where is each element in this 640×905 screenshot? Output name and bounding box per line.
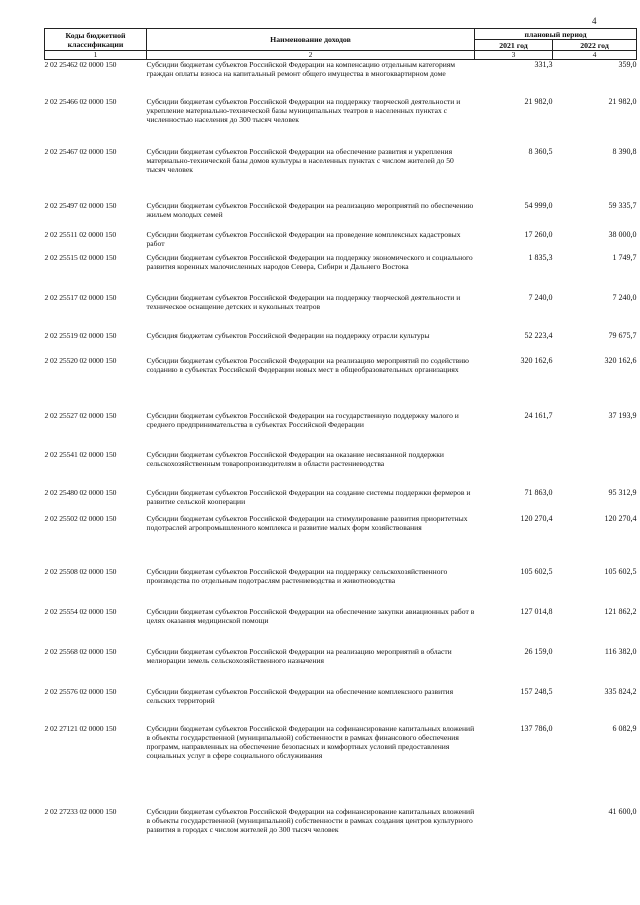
row-code: 2 02 27233 02 0000 150 <box>44 806 117 816</box>
table-row <box>45 356 637 411</box>
row-value-2021: 105 602,5 <box>520 566 553 576</box>
row-code: 2 02 25462 02 0000 150 <box>44 60 117 69</box>
row-value-2021: 8 360,5 <box>528 146 553 156</box>
row-value-2021: 137 786,0 <box>520 723 553 733</box>
row-value-2021: 54 999,0 <box>524 200 553 210</box>
row-name: Субсидия бюджетам субъектов Российской Федерации на поддержку отрасли культуры <box>146 330 430 340</box>
colnum-2: 2 <box>147 51 475 60</box>
row-code: 2 02 25554 02 0000 150 <box>44 606 117 616</box>
table-row <box>45 60 637 97</box>
row-value-2022: 105 602,5 <box>604 566 637 576</box>
row-value-2022: 79 675,7 <box>608 330 637 340</box>
row-value-2022: 116 382,0 <box>604 646 637 656</box>
row-value-2021: 17 260,0 <box>524 229 553 239</box>
row-name: Субсидии бюджетам субъектов Российской Федерации на обеспечение развития и укрепления материально-технической базы домов культуры в населенных пунктах с числом жителей до 50 тысяч человек <box>146 146 454 175</box>
table-row <box>45 230 637 253</box>
row-value-2022 <box>553 450 637 488</box>
header-name: Наименование доходов <box>147 29 475 51</box>
table-row <box>45 253 637 293</box>
row-name: Субсидии бюджетам субъектов Российской Федерации на софинансирование капитальных вложений в объекты государственной (муниципальной) собственности в рамках создания центров культурного развития в городах с числом жителей до 300 тысяч человек <box>146 806 475 835</box>
row-value-2021: 71 863,0 <box>524 487 553 497</box>
row-value-2022: 41 600,0 <box>608 806 637 816</box>
row-name: Субсидии бюджетам субъектов Российской Федерации на поддержку сельскохозяйственного производства по отдельным подотраслям растениеводства и животноводства <box>146 566 448 585</box>
row-value-2021: 127 014,8 <box>520 606 553 616</box>
row-value-2022: 7 240,0 <box>612 292 637 302</box>
row-name: Субсидии бюджетам субъектов Российской Федерации на создание системы поддержки фермеров и развитие сельской кооперации <box>146 487 471 506</box>
row-name: Субсидии бюджетам субъектов Российской Федерации на обеспечение закупки авиационных работ в целях оказания медицинской помощи <box>146 606 475 625</box>
table-row <box>45 97 637 147</box>
row-code: 2 02 25520 02 0000 150 <box>44 355 117 365</box>
table-row <box>45 514 637 567</box>
table-row <box>45 147 637 201</box>
row-code: 2 02 25541 02 0000 150 <box>44 449 117 459</box>
table-row <box>45 450 637 488</box>
row-code: 2 02 25568 02 0000 150 <box>44 646 117 656</box>
table-row <box>45 411 637 450</box>
row-value-2022: 8 390,8 <box>612 146 637 156</box>
row-value-2021: 52 223,4 <box>524 330 553 340</box>
row-code: 2 02 25576 02 0000 150 <box>44 686 117 696</box>
row-name: Субсидии бюджетам субъектов Российской Федерации на государственную поддержку малого и среднего предпринимательства в субъектах Российской Федерации <box>146 410 459 429</box>
row-value-2021: 331,3 <box>534 60 553 69</box>
row-name: Субсидии бюджетам субъектов Российской Федерации на поддержку творческой деятельности и техническое оснащение детских и кукольных театров <box>146 292 461 311</box>
page-number: 4 <box>592 16 597 26</box>
header-year-2022: 2022 год <box>553 40 637 51</box>
row-code: 2 02 25467 02 0000 150 <box>44 146 117 156</box>
row-code: 2 02 25508 02 0000 150 <box>44 566 117 576</box>
row-name: Субсидии бюджетам субъектов Российской Федерации на проведение комплексных кадастровых работ <box>146 229 461 248</box>
row-value-2022: 37 193,9 <box>608 410 637 420</box>
header-codes-line1: Коды бюджетной <box>65 30 126 40</box>
header-period: плановый период <box>475 29 637 40</box>
row-name: Субсидии бюджетам субъектов Российской Федерации на обеспечение комплексного развития сельских территорий <box>146 686 454 705</box>
header-codes-line2: классификации <box>67 39 124 49</box>
row-value-2022: 38 000,0 <box>608 229 637 239</box>
row-value-2022: 335 824,2 <box>604 686 637 696</box>
table-row <box>45 488 637 514</box>
row-value-2021: 26 159,0 <box>524 646 553 656</box>
row-code: 2 02 27121 02 0000 150 <box>44 723 117 733</box>
row-value-2022: 6 082,9 <box>612 723 637 733</box>
row-value-2021: 7 240,0 <box>528 292 553 302</box>
row-name: Субсидии бюджетам субъектов Российской Федерации на поддержку творческой деятельности и укрепление материально-технической базы муниципальных театров в населенных пунктах с численностью населения до 300 тысяч человек <box>146 96 461 125</box>
row-value-2022: 21 982,0 <box>608 96 637 106</box>
colnum-1: 1 <box>45 51 147 60</box>
row-name: Субсидии бюджетам субъектов Российской Федерации на софинансирование капитальных вложений в объекты государственной (муниципальной) собственности в рамках финансового обеспечения программ, направленных на обеспечение безопасных и комфортных условий предоставления социальных услуг в сфере социального обслуживания <box>146 723 475 761</box>
row-value-2022: 1 749,7 <box>612 252 637 262</box>
row-value-2021: 157 248,5 <box>520 686 553 696</box>
row-value-2021: 21 982,0 <box>524 96 553 106</box>
row-code: 2 02 25497 02 0000 150 <box>44 200 117 210</box>
row-name: Субсидии бюджетам субъектов Российской Федерации на реализацию мероприятий по обеспечению жильем молодых семей <box>146 200 474 219</box>
row-code: 2 02 25527 02 0000 150 <box>44 410 117 420</box>
header-year-2021: 2021 год <box>475 40 553 51</box>
row-name: Субсидии бюджетам субъектов Российской Федерации на компенсацию отдельным категориям граждан оплаты взноса на капитальный ремонт общего имущества в многоквартирном доме <box>146 60 456 79</box>
table-row <box>45 807 637 865</box>
row-value-2022: 95 312,9 <box>608 487 637 497</box>
row-value-2021: 1 835,3 <box>528 252 553 262</box>
row-value-2022: 320 162,6 <box>604 355 637 365</box>
row-code: 2 02 25466 02 0000 150 <box>44 96 117 106</box>
row-code: 2 02 25502 02 0000 150 <box>44 513 117 523</box>
row-value-2021: 120 270,4 <box>520 513 553 523</box>
row-value-2021 <box>475 450 553 488</box>
colnum-3: 3 <box>475 51 553 60</box>
row-value-2022: 359,0 <box>618 60 637 69</box>
row-name: Субсидии бюджетам субъектов Российской Федерации на реализацию мероприятий в области мелиорации земель сельскохозяйственного назначения <box>146 646 452 665</box>
row-code: 2 02 25517 02 0000 150 <box>44 292 117 302</box>
row-value-2021: 24 161,7 <box>524 410 553 420</box>
row-code: 2 02 25519 02 0000 150 <box>44 330 117 340</box>
row-value-2022: 120 270,4 <box>604 513 637 523</box>
revenue-table <box>44 28 637 865</box>
colnum-4: 4 <box>553 51 637 60</box>
row-value-2021: 320 162,6 <box>520 355 553 365</box>
row-value-2022: 59 335,7 <box>608 200 637 210</box>
table-row <box>45 647 637 687</box>
row-value-2021 <box>475 807 553 865</box>
row-name: Субсидии бюджетам субъектов Российской Федерации на реализацию мероприятий по содействию созданию в субъектах Российской Федерации новых мест в общеобразовательных организациях <box>146 355 469 374</box>
row-code: 2 02 25511 02 0000 150 <box>44 229 117 239</box>
table-row <box>45 724 637 807</box>
table-row <box>45 687 637 724</box>
row-name: Субсидии бюджетам субъектов Российской Федерации на стимулирование развития приоритетных подотраслей агропромышленного комплекса и развитие малых форм хозяйствования <box>146 513 468 532</box>
table-row <box>45 331 637 356</box>
row-code: 2 02 25515 02 0000 150 <box>44 252 117 262</box>
table-row <box>45 607 637 647</box>
table-row <box>45 293 637 331</box>
table-row <box>45 201 637 230</box>
row-name: Субсидии бюджетам субъектов Российской Федерации на оказание несвязанной поддержки сельскохозяйственным товаропроизводителям в области растениеводства <box>146 449 444 468</box>
row-code: 2 02 25480 02 0000 150 <box>44 487 117 497</box>
row-name: Субсидии бюджетам субъектов Российской Федерации на поддержку экономического и социального развития коренных малочисленных народов Севера, Сибири и Дальнего Востока <box>146 252 473 271</box>
row-value-2022: 121 862,2 <box>604 606 637 616</box>
table-row <box>45 567 637 607</box>
header-codes <box>45 29 147 51</box>
